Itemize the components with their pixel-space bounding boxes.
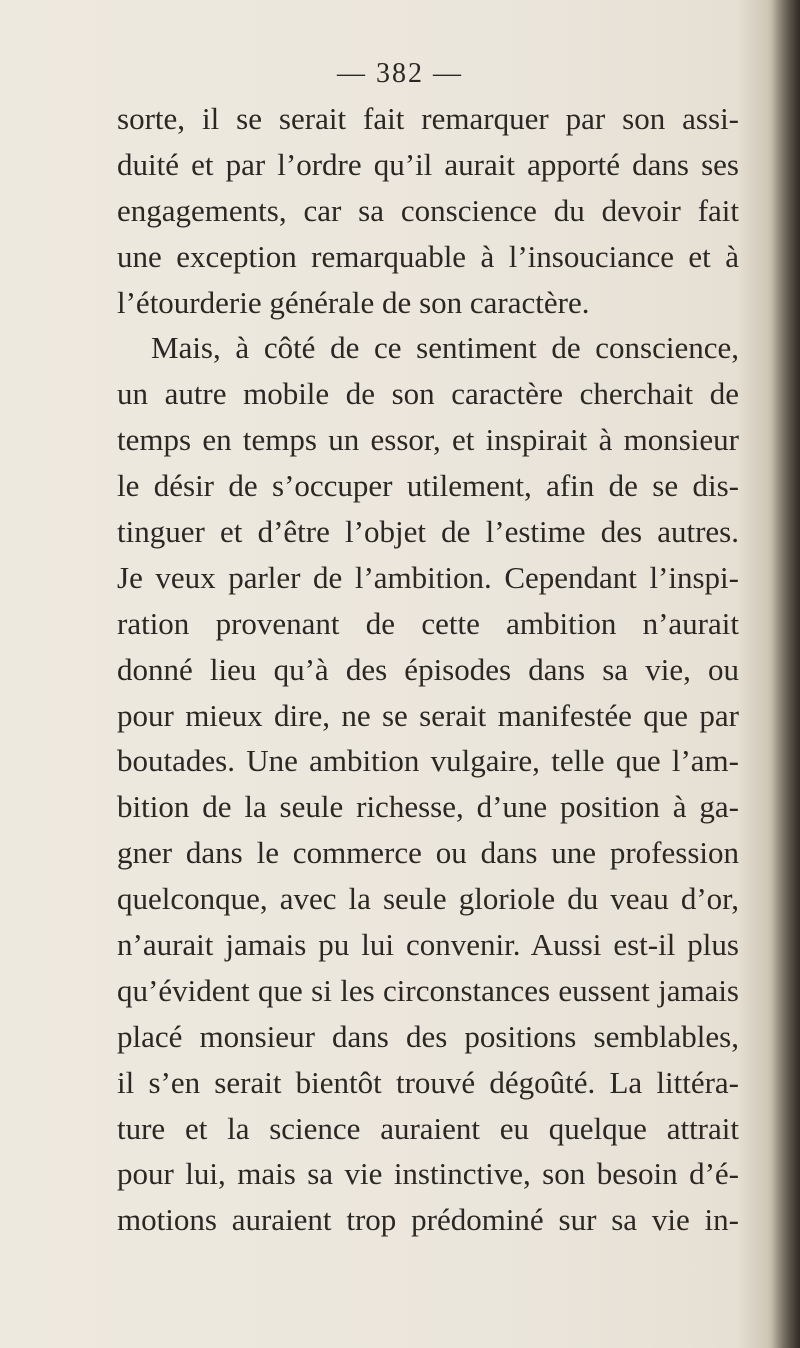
text-line: sorte, il se serait fait remarquer par son assi-: [117, 101, 739, 136]
text-line: quelconque, avec la seule gloriole du veau d’or,: [117, 881, 739, 917]
text-line: n’aurait jamais pu lui convenir. Aussi est-il plus: [117, 927, 739, 963]
text-line: tinguer et d’être l’objet de l’estime des autres.: [117, 514, 739, 550]
text-line: l’étourderie générale de son caractère.: [117, 284, 590, 320]
text-line: placé monsieur dans des positions semblables,: [117, 1018, 739, 1054]
text-line: motions auraient trop prédominé sur sa vie in-: [117, 1202, 739, 1238]
text-line: pour mieux dire, ne se serait manifestée que par: [117, 697, 739, 733]
text-line: pour lui, mais sa vie instinctive, son besoin d’é-: [117, 1156, 739, 1192]
text-line: gner dans le commerce ou dans une profession: [117, 835, 739, 871]
page-number: — 382 —: [337, 58, 463, 89]
text-line: engagements, car sa conscience du devoir fait: [117, 192, 739, 228]
body-text: [117, 96, 739, 1243]
text-line: temps en temps un essor, et inspirait à monsieur: [117, 422, 739, 458]
text-line-paragraph-start: Mais, à côté de ce sentiment de conscience,: [151, 330, 739, 366]
text-line: boutades. Une ambition vulgaire, telle que l’am-: [117, 743, 739, 779]
text-line: il s’en serait bientôt trouvé dégoûté. La littéra-: [117, 1064, 739, 1100]
text-line: bition de la seule richesse, d’une position à ga-: [117, 789, 739, 825]
text-line: Je veux parler de l’ambition. Cependant l’inspi-: [117, 559, 739, 595]
text-line: ration provenant de cette ambition n’aurait: [117, 605, 739, 641]
text-line: qu’évident que si les circonstances eussent jamais: [117, 972, 739, 1008]
text-line: une exception remarquable à l’insouciance et à: [117, 238, 739, 274]
text-line: le désir de s’occuper utilement, afin de se dis-: [117, 468, 739, 504]
text-line: donné lieu qu’à des épisodes dans sa vie, ou: [117, 651, 739, 687]
text-line: duité et par l’ordre qu’il aurait apporté dans ses: [117, 146, 739, 182]
text-line: un autre mobile de son caractère cherchait de: [117, 376, 739, 412]
text-line: ture et la science auraient eu quelque attrait: [117, 1110, 739, 1146]
page-binding-shadow: [772, 0, 800, 1348]
